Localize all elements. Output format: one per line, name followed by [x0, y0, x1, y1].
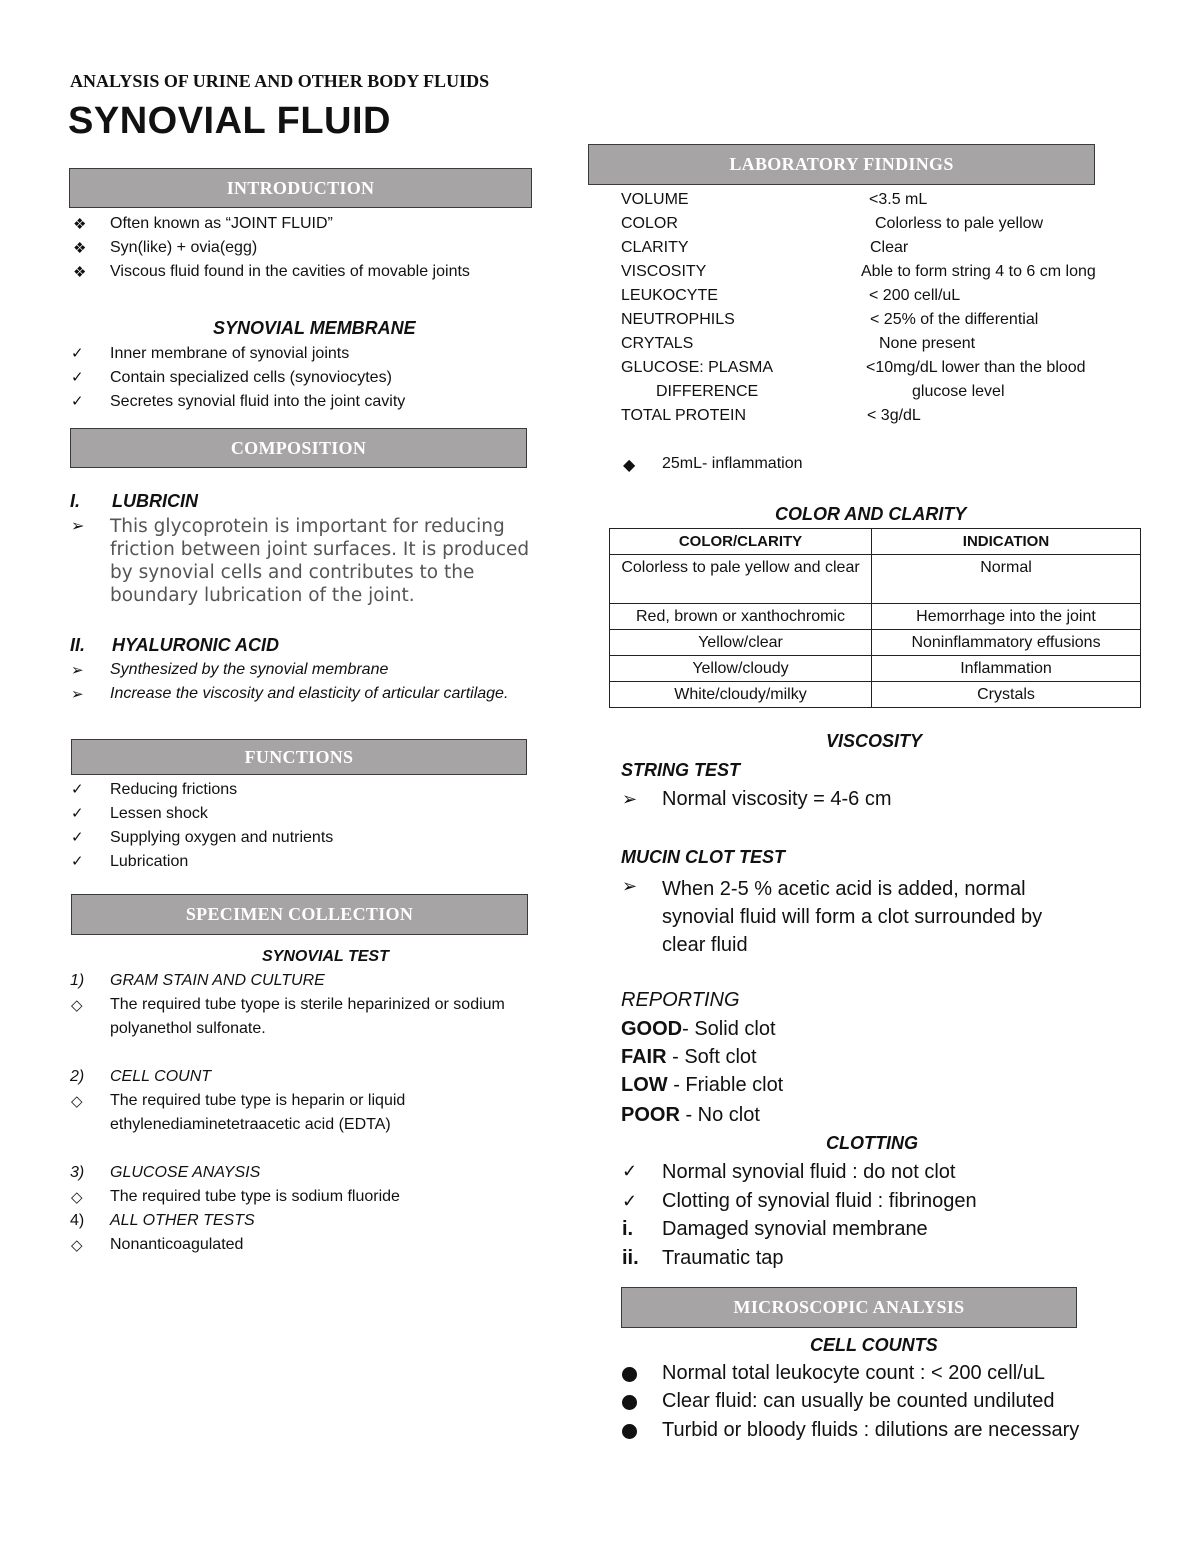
cell-count-item: Normal total leukocyte count : < 200 cell/uL	[662, 1362, 1045, 1384]
cell-count-item: Turbid or bloody fluids : dilutions are necessary	[662, 1419, 1080, 1441]
finding-value: None present	[879, 335, 976, 352]
finding-label: GLUCOSE: PLASMA	[621, 359, 774, 376]
report-low: LOW - Friable clot	[621, 1074, 784, 1096]
table-cell: Crystals	[872, 682, 1141, 708]
diamond-bullet-icon: ❖	[73, 216, 87, 233]
lubricin-description: This glycoprotein is important for reducing friction between joint surfaces. It is produced by synovial cells and contributes to the boundary lubrication of the joint.	[110, 516, 530, 606]
hyaluronic-item: Increase the viscosity and elasticity of articular cartilage.	[110, 685, 509, 702]
report-good: GOOD- Solid clot	[621, 1018, 776, 1040]
specimen-collection-header: SPECIMEN COLLECTION	[71, 894, 528, 935]
test-number: 3)	[70, 1164, 85, 1181]
mucin-clot-test-heading: MUCIN CLOT TEST	[621, 847, 785, 867]
microscopic-analysis-header: MICROSCOPIC ANALYSIS	[621, 1287, 1077, 1328]
hyaluronic-item: Synthesized by the synovial membrane	[110, 661, 389, 678]
test-description: The required tube type is sodium fluoride	[110, 1188, 400, 1205]
lubricin-numeral: I.	[70, 491, 81, 511]
finding-value: glucose level	[912, 383, 1005, 400]
intro-item: Often known as “JOINT FLUID”	[110, 215, 333, 232]
check-icon: ✓	[622, 1191, 638, 1211]
test-name: GRAM STAIN AND CULTURE	[110, 972, 325, 989]
test-name: GLUCOSE ANAYSIS	[110, 1164, 261, 1181]
table-cell: Noninflammatory effusions	[872, 630, 1141, 656]
table-cell: Colorless to pale yellow and clear	[610, 555, 872, 604]
filled-diamond-icon: ◆	[623, 457, 636, 474]
composition-header: COMPOSITION	[70, 428, 527, 468]
membrane-item: Contain specialized cells (synoviocytes)	[110, 369, 392, 386]
hollow-diamond-icon: ◇	[71, 997, 83, 1014]
test-number: 4)	[70, 1212, 85, 1229]
report-fair: FAIR - Soft clot	[621, 1046, 757, 1068]
cell-counts-heading: CELL COUNTS	[810, 1335, 938, 1355]
finding-label: LEUKOCYTE	[621, 287, 718, 304]
cause-item: Damaged synovial membrane	[662, 1218, 928, 1240]
finding-label: COLOR	[621, 215, 678, 232]
table-cell: Hemorrhage into the joint	[872, 604, 1141, 630]
reporting-heading: REPORTING	[621, 989, 740, 1011]
test-description: polyanethol sulfonate.	[110, 1020, 266, 1037]
check-icon: ✓	[71, 781, 84, 798]
synovial-membrane-heading: SYNOVIAL MEMBRANE	[213, 318, 416, 338]
mucin-clot-description: When 2-5 % acetic acid is added, normal synovial fluid will form a clot surrounded by clear fluid	[662, 878, 1043, 956]
hyaluronic-title: HYALURONIC ACID	[112, 635, 279, 655]
hollow-diamond-icon: ◇	[71, 1093, 83, 1110]
cause-number: i.	[622, 1218, 634, 1240]
test-name: ALL OTHER TESTS	[110, 1212, 255, 1229]
function-item: Lubrication	[110, 853, 189, 870]
check-icon: ✓	[71, 805, 84, 822]
finding-label: VOLUME	[621, 191, 689, 208]
arrow-bullet-icon: ➢	[71, 518, 85, 535]
table-cell: Red, brown or xanthochromic	[610, 604, 872, 630]
string-test-item: Normal viscosity = 4-6 cm	[662, 788, 892, 810]
finding-value: Clear	[870, 239, 909, 256]
check-icon: ✓	[71, 853, 84, 870]
bullet-dot-icon	[622, 1395, 637, 1410]
column-header: INDICATION	[872, 529, 1141, 555]
table-row	[610, 604, 1141, 630]
table-row	[610, 630, 1141, 656]
finding-label: TOTAL PROTEIN	[621, 407, 747, 424]
table-cell: Yellow/cloudy	[610, 656, 872, 682]
cell-count-item: Clear fluid: can usually be counted undiluted	[662, 1390, 1055, 1412]
diamond-bullet-icon: ❖	[73, 264, 87, 281]
finding-label: CRYTALS	[621, 335, 694, 352]
laboratory-findings-header: LABORATORY FINDINGS	[588, 144, 1095, 185]
function-item: Lessen shock	[110, 805, 208, 822]
finding-label: DIFFERENCE	[656, 383, 759, 400]
string-test-heading: STRING TEST	[621, 760, 741, 780]
table-header-row	[610, 529, 1141, 555]
table-cell: Inflammation	[872, 656, 1141, 682]
finding-label: NEUTROPHILS	[621, 311, 735, 328]
finding-value: < 200 cell/uL	[869, 287, 961, 304]
table-row	[610, 656, 1141, 682]
table-row	[610, 682, 1141, 708]
check-icon: ✓	[622, 1161, 638, 1181]
test-number: 2)	[70, 1068, 85, 1085]
function-item: Reducing frictions	[110, 781, 238, 798]
test-name: CELL COUNT	[110, 1068, 212, 1085]
column-header: COLOR/CLARITY	[610, 529, 872, 555]
membrane-item: Secretes synovial fluid into the joint cavity	[110, 393, 406, 410]
test-description: The required tube type is heparin or liquid	[110, 1092, 406, 1109]
lubricin-title: LUBRICIN	[112, 491, 198, 511]
check-icon: ✓	[71, 393, 84, 410]
finding-label: VISCOSITY	[621, 263, 707, 280]
color-clarity-table	[609, 528, 1141, 708]
arrow-bullet-icon: ➢	[71, 686, 84, 703]
finding-value: <10mg/dL lower than the blood	[866, 359, 1086, 376]
finding-value: Colorless to pale yellow	[875, 215, 1044, 232]
check-icon: ✓	[71, 345, 84, 362]
viscosity-heading: VISCOSITY	[826, 731, 923, 751]
intro-item: Viscous fluid found in the cavities of movable joints	[110, 263, 470, 280]
table-cell: Yellow/clear	[610, 630, 872, 656]
test-description: The required tube tyope is sterile heparinized or sodium	[110, 996, 505, 1013]
report-poor: POOR - No clot	[621, 1104, 760, 1126]
synovial-test-heading: SYNOVIAL TEST	[262, 948, 389, 965]
color-clarity-heading: COLOR AND CLARITY	[775, 504, 967, 524]
course-title: ANALYSIS OF URINE AND OTHER BODY FLUIDS	[70, 71, 490, 91]
functions-header: FUNCTIONS	[71, 739, 527, 775]
cause-number: ii.	[622, 1247, 639, 1269]
hyaluronic-numeral: II.	[70, 635, 86, 655]
table-cell: Normal	[872, 555, 1141, 604]
finding-label: CLARITY	[621, 239, 689, 256]
table-row	[610, 555, 1141, 604]
check-icon: ✓	[71, 829, 84, 846]
test-number: 1)	[70, 972, 85, 989]
bullet-dot-icon	[622, 1367, 637, 1382]
test-description: ethylenediaminetetraacetic acid (EDTA)	[110, 1116, 391, 1133]
intro-item: Syn(like) + ovia(egg)	[110, 239, 258, 256]
finding-value: < 25% of the differential	[870, 311, 1039, 328]
clotting-item: Clotting of synovial fluid : fibrinogen	[662, 1190, 977, 1212]
finding-value: < 3g/dL	[867, 407, 921, 424]
hollow-diamond-icon: ◇	[71, 1189, 83, 1206]
arrow-bullet-icon: ➢	[71, 662, 84, 679]
cause-item: Traumatic tap	[662, 1247, 784, 1269]
hollow-diamond-icon: ◇	[71, 1237, 83, 1254]
introduction-header: INTRODUCTION	[69, 168, 532, 208]
arrow-bullet-icon: ➢	[622, 789, 638, 809]
arrow-bullet-icon: ➢	[622, 876, 638, 896]
function-item: Supplying oxygen and nutrients	[110, 829, 334, 846]
page-title: SYNOVIAL FLUID	[68, 100, 391, 142]
finding-value: <3.5 mL	[869, 191, 928, 208]
table-cell: White/cloudy/milky	[610, 682, 872, 708]
clotting-heading: CLOTTING	[826, 1133, 918, 1153]
test-description: Nonanticoagulated	[110, 1236, 244, 1253]
diamond-bullet-icon: ❖	[73, 240, 87, 257]
volume-note: 25mL- inflammation	[662, 455, 803, 472]
clotting-item: Normal synovial fluid : do not clot	[662, 1161, 956, 1183]
membrane-item: Inner membrane of synovial joints	[110, 345, 350, 362]
bullet-dot-icon	[622, 1424, 637, 1439]
finding-value: Able to form string 4 to 6 cm long	[861, 263, 1096, 280]
check-icon: ✓	[71, 369, 84, 386]
